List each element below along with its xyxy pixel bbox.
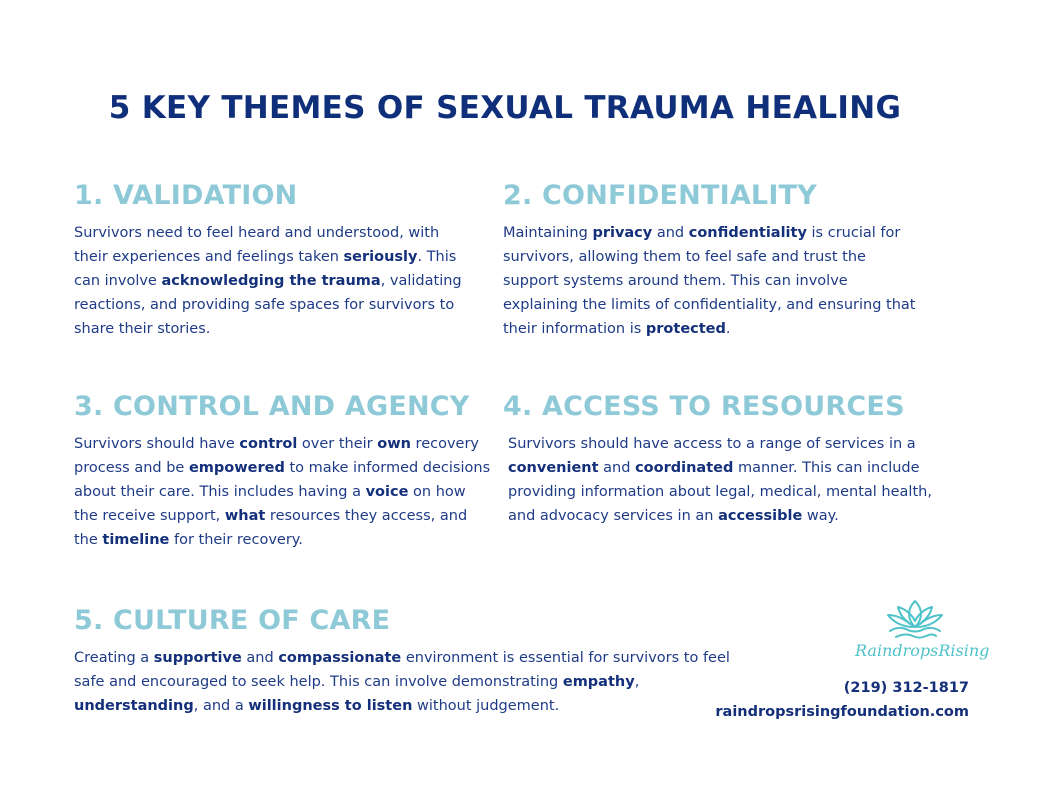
body-text: without judgement. [412,698,560,714]
body-text: way. [802,508,839,524]
page-title: 5 KEY THEMES OF SEXUAL TRAUMA HEALING [108,90,902,126]
raindrops-rising-logo [855,595,990,675]
section-heading: 3. CONTROL AND AGENCY [74,391,470,422]
emphasis-text: timeline [102,532,170,548]
body-text: environment is essential for survivors to feel safe and encouraged to seek help. This can involve demonstrating [74,650,730,690]
emphasis-text: accessible [718,508,803,524]
section-heading: 5. CULTURE OF CARE [74,605,391,636]
emphasis-text: acknowledging the trauma [161,273,381,289]
body-text: for their recovery. [169,532,303,548]
body-text: on how the receive support, [74,484,466,524]
emphasis-text: convenient [508,460,599,476]
emphasis-text: empathy [562,674,635,690]
section-validation [74,180,474,341]
emphasis-text: own [377,436,411,452]
body-text: is crucial for survivors, allowing them to feel safe and trust the support systems around them. This can involve explaining the limits of confidentiality, and ensuring that their information is [503,225,916,337]
section-culture-of-care [74,605,734,718]
section-body [74,221,474,341]
emphasis-text: control [239,436,298,452]
section-access-to-resources [503,391,948,528]
section-body [503,221,923,341]
emphasis-text: voice [365,484,409,500]
section-confidentiality [503,180,923,341]
body-text: over their [297,436,378,452]
body-text: , validating reactions, and providing safe spaces for survivors to share their stories. [74,273,462,337]
lotus-icon [880,595,950,641]
body-text: and [241,650,279,666]
body-text: , and a [193,698,249,714]
emphasis-text: supportive [153,650,242,666]
body-text: Creating a [74,650,154,666]
emphasis-text: protected [645,321,726,337]
logo-text: RaindropsRising [855,641,990,660]
body-text: Survivors should have [74,436,240,452]
section-body [508,432,948,528]
section-heading: 4. ACCESS TO RESOURCES [503,391,905,422]
section-control-and-agency [74,391,494,552]
body-text: resources they access, and the [74,508,468,548]
emphasis-text: what [224,508,266,524]
body-text: to make informed decisions about their care. This includes having a [74,460,491,500]
body-text: and [652,225,689,241]
body-text: Survivors need to feel heard and understood, with their experiences and feelings taken [74,225,440,265]
body-text: recovery process and be [74,436,479,476]
contact-website[interactable]: raindropsrisingfoundation.com [715,704,969,720]
body-text: Maintaining [503,225,593,241]
body-text: . This can involve [74,249,457,289]
body-text: Survivors should have access to a range of services in a [508,436,916,452]
emphasis-text: compassionate [278,650,402,666]
body-text: . [725,321,731,337]
section-heading: 2. CONFIDENTIALITY [503,180,817,211]
section-body [74,646,734,718]
emphasis-text: confidentiality [688,225,807,241]
emphasis-text: understanding [74,698,194,714]
emphasis-text: seriously [343,249,418,265]
section-heading: 1. VALIDATION [74,180,298,211]
emphasis-text: willingness to listen [248,698,413,714]
body-text: manner. This can include providing information about legal, medical, mental health, and advocacy services in an [508,460,932,524]
section-body [74,432,494,552]
contact-phone: (219) 312-1817 [843,680,969,696]
emphasis-text: empowered [188,460,285,476]
emphasis-text: privacy [592,225,653,241]
emphasis-text: coordinated [635,460,734,476]
body-text: , [634,674,640,690]
body-text: and [598,460,636,476]
